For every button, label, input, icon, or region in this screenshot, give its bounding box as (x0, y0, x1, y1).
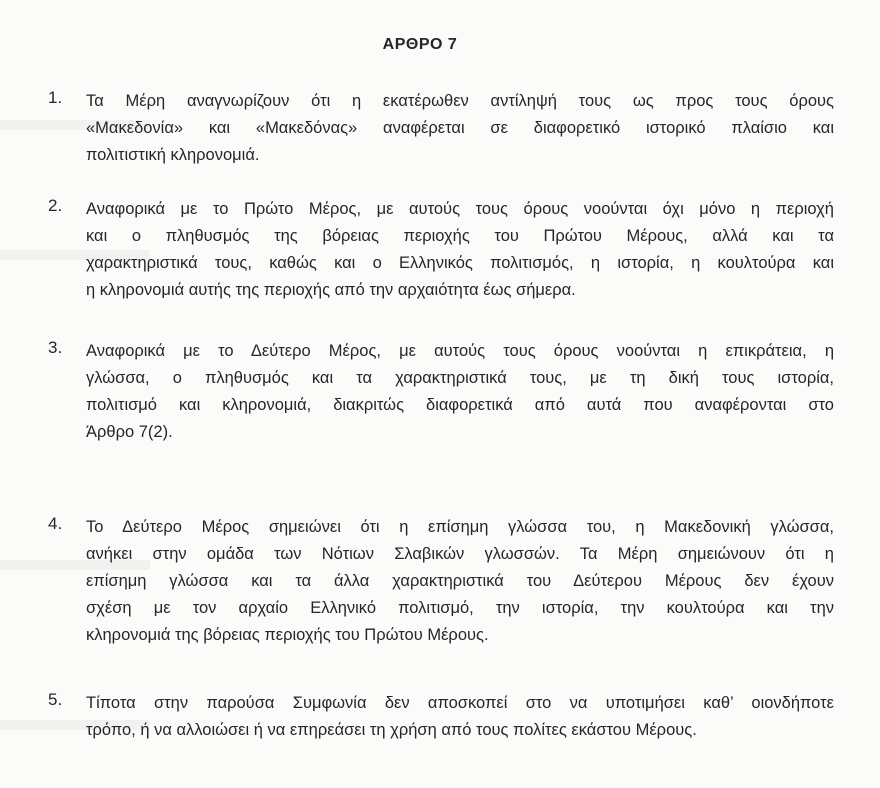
text-line: πολιτιστική κληρονομιά. (86, 146, 260, 164)
text-line: Τίποτα στην παρούσα Συμφωνία δεν αποσκοπεί στο να υποτιμήσει καθ’ οιονδήποτε (86, 694, 834, 712)
paragraph-1 (48, 88, 838, 169)
text-line: γλώσσα, ο πληθυσμός και τα χαρακτηριστικά τους, με τη δική τους ιστορία, (86, 369, 834, 387)
paragraph-2 (48, 196, 838, 304)
paragraph-number: 5. (48, 690, 63, 709)
text-line: χαρακτηριστικά τους, καθώς και ο Ελληνικός πολιτισμός, η ιστορία, η κουλτούρα και (86, 254, 834, 272)
text-line: τρόπο, ή να αλλοιώσει ή να επηρεάσει τη χρήση από τους πολίτες εκάστου Μέρους. (86, 721, 697, 739)
paragraph-number: 1. (48, 88, 63, 107)
paragraph-number: 3. (48, 338, 63, 357)
text-line: κληρονομιά της βόρειας περιοχής του Πρώτου Μέρους. (86, 626, 489, 644)
text-line: πολιτισμό και κληρονομιά, διακριτώς διαφορετικά από αυτά που αναφέρονται στο (86, 396, 834, 414)
paragraph-5 (48, 690, 838, 744)
paragraph-number: 4. (48, 514, 63, 533)
text-line: Τα Μέρη αναγνωρίζουν ότι η εκατέρωθεν αντίληψή τους ως προς τους όρους (86, 92, 834, 110)
text-line: και ο πληθυσμός της βόρειας περιοχής του Πρώτου Μέρους, αλλά και τα (86, 227, 834, 245)
text-line: σχέση με τον αρχαίο Ελληνικό πολιτισμό, την ιστορία, την κουλτούρα και την (86, 599, 834, 617)
article-title: ΑΡΘΡΟ 7 (382, 36, 458, 53)
text-line: Άρθρο 7(2). (86, 423, 173, 441)
paragraph-3 (48, 338, 838, 446)
text-line: η κληρονομιά αυτής της περιοχής από την αρχαιότητα έως σήμερα. (86, 281, 576, 299)
text-line: Αναφορικά με το Πρώτο Μέρος, με αυτούς τους όρους νοούνται όχι μόνο η περιοχή (86, 200, 834, 218)
text-line: επίσημη γλώσσα και τα άλλα χαρακτηριστικά του Δεύτερου Μέρους δεν έχουν (86, 572, 834, 590)
text-line: Το Δεύτερο Μέρος σημειώνει ότι η επίσημη γλώσσα του, η Μακεδονική γλώσσα, (86, 518, 834, 536)
text-line: ανήκει στην ομάδα των Νότιων Σλαβικών γλωσσών. Τα Μέρη σημειώνουν ότι η (86, 545, 834, 563)
paragraph-4 (48, 514, 838, 649)
text-line: Αναφορικά με το Δεύτερο Μέρος, με αυτούς τους όρους νοούνται η επικράτεια, η (86, 342, 834, 360)
paragraph-number: 2. (48, 196, 63, 215)
text-line: «Μακεδονία» και «Μακεδόνας» αναφέρεται σε διαφορετικό ιστορικό πλαίσιο και (86, 119, 834, 137)
